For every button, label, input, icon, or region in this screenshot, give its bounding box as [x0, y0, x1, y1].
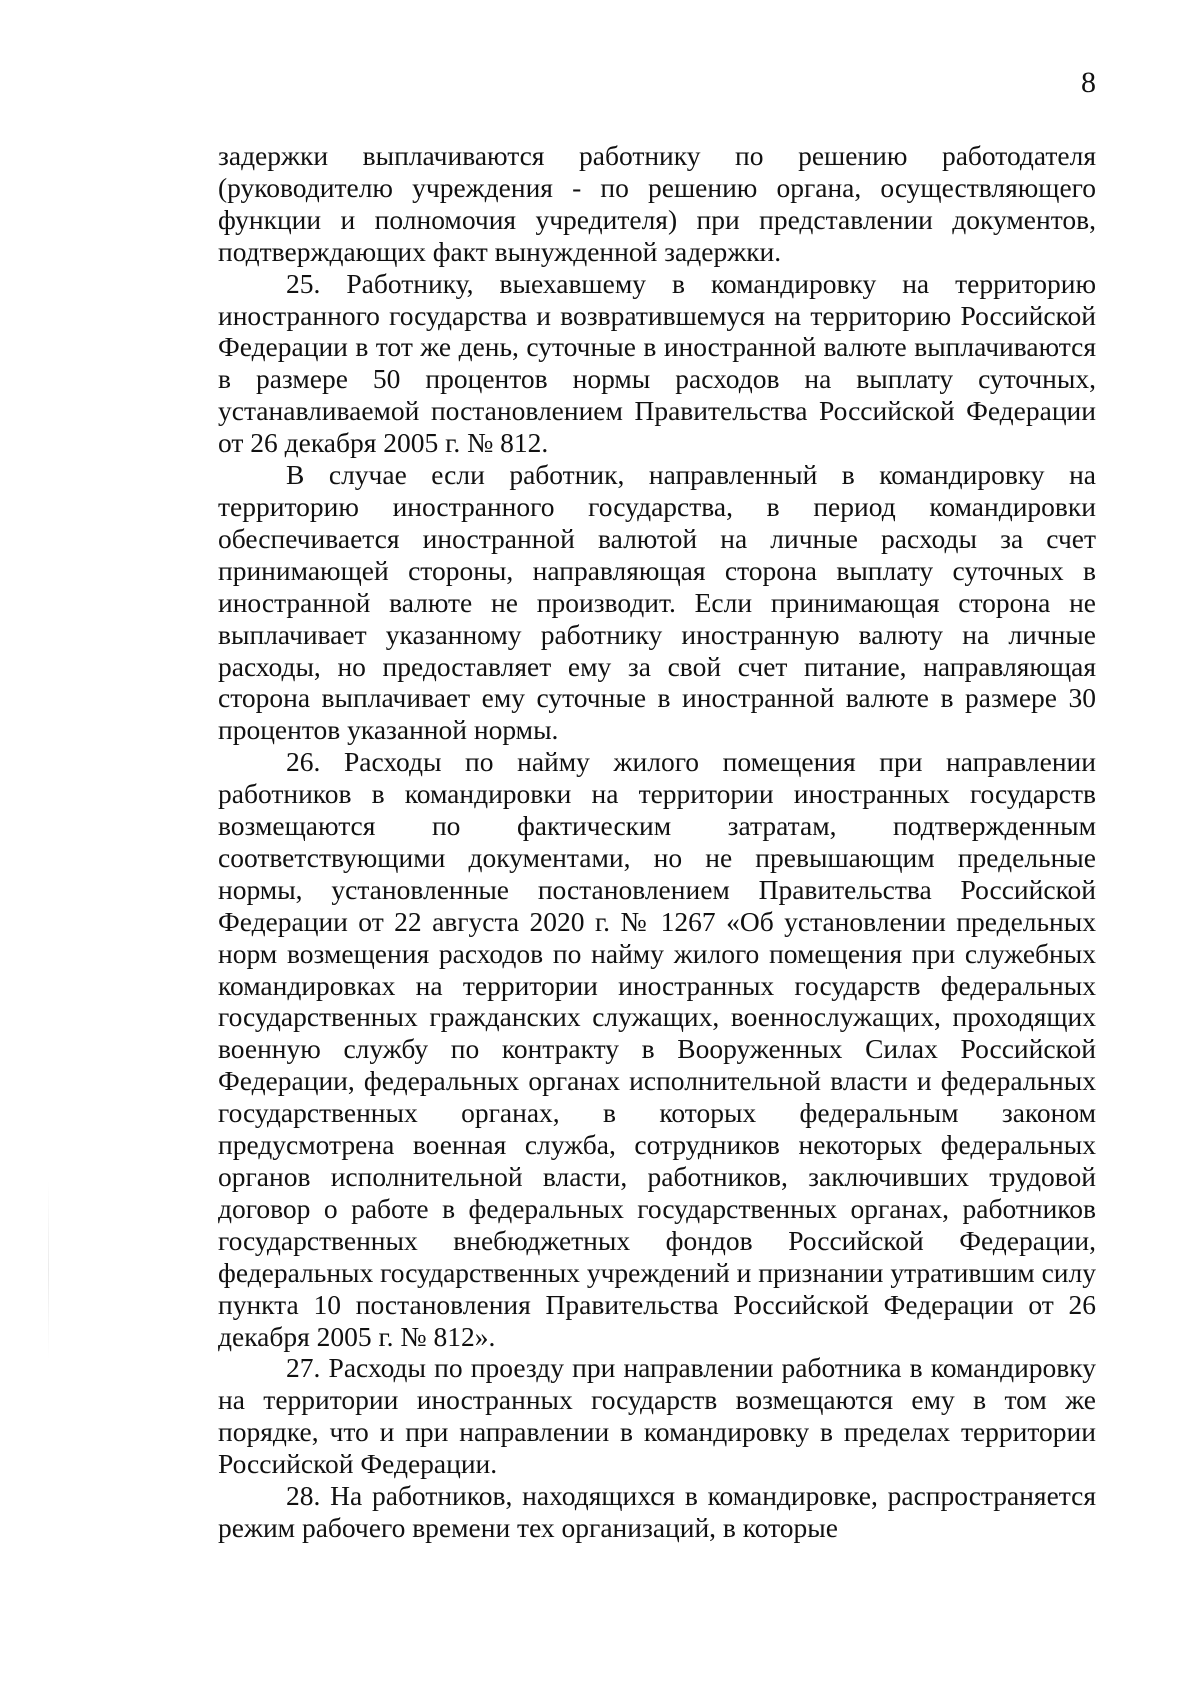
paragraph-25-note: В случае если работник, направленный в командировку на территорию иностранного государства, в период командировки обеспечивается иностранной валютой на личные расходы за счет принимающей стороны, направляющая сторона выплату суточных в иностранной валюте не производит. Если принимающая сторона не выплачивает указанному работнику иностранную валюту на личные расходы, но предоставляет ему за свой счет питание, направляющая сторона выплачивает ему суточные в иностранной валюте в размере 30 процентов указанной нормы.	[218, 459, 1096, 746]
paragraph-28: 28. На работников, находящихся в командировке, распространяется режим рабочего времени тех организаций, в которые	[218, 1480, 1096, 1543]
paragraph-25: 25. Работнику, выехавшему в командировку на территорию иностранного государства и возвратившемуся на территорию Российской Федерации в тот же день, суточные в иностранной валюте выплачиваются в размере 50 процентов нормы расходов на выплату суточных, устанавливаемой постановлением Правительства Российской Федерации от 26 декабря 2005 г. № 812.	[218, 267, 1096, 459]
paragraph-continuation: задержки выплачиваются работнику по решению работодателя (руководителю учреждения - по решению органа, осуществляющего функции и полномочия учредителя) при представлении документов, подтверждающих факт вынужденной задержки.	[218, 140, 1096, 267]
scan-artifact-line	[48, 1180, 49, 1360]
page-number: 8	[1081, 66, 1096, 99]
paragraph-27: 27. Расходы по проезду при направлении работника в командировку на территории иностранных государств возмещаются ему в том же порядке, что и при направлении в командировку в пределах территории Российской Федерации.	[218, 1352, 1096, 1480]
document-body	[218, 140, 1096, 1544]
paragraph-26: 26. Расходы по найму жилого помещения при направлении работников в командировки на территории иностранных государств возмещаются по фактическим затратам, подтвержденным соответствующими документами, но не превышающим предельные нормы, установленные постановлением Правительства Российской Федерации от 22 августа 2020 г. № 1267 «Об установлении предельных норм возмещения расходов по найму жилого помещения при служебных командировках на территории иностранных государств федеральных государственных гражданских служащих, военнослужащих, проходящих военную службу по контракту в Вооруженных Силах Российской Федерации, федеральных органах исполнительной власти и федеральных государственных органах, в которых федеральным законом предусмотрена военная служба, сотрудников некоторых федеральных органов исполнительной власти, работников, заключивших трудовой договор о работе в федеральных государственных органах, работников государственных внебюджетных фондов Российской Федерации, федеральных государственных учреждений и признании утратившим силу пункта 10 постановления Правительства Российской Федерации от 26 декабря 2005 г. № 812».	[218, 746, 1096, 1352]
